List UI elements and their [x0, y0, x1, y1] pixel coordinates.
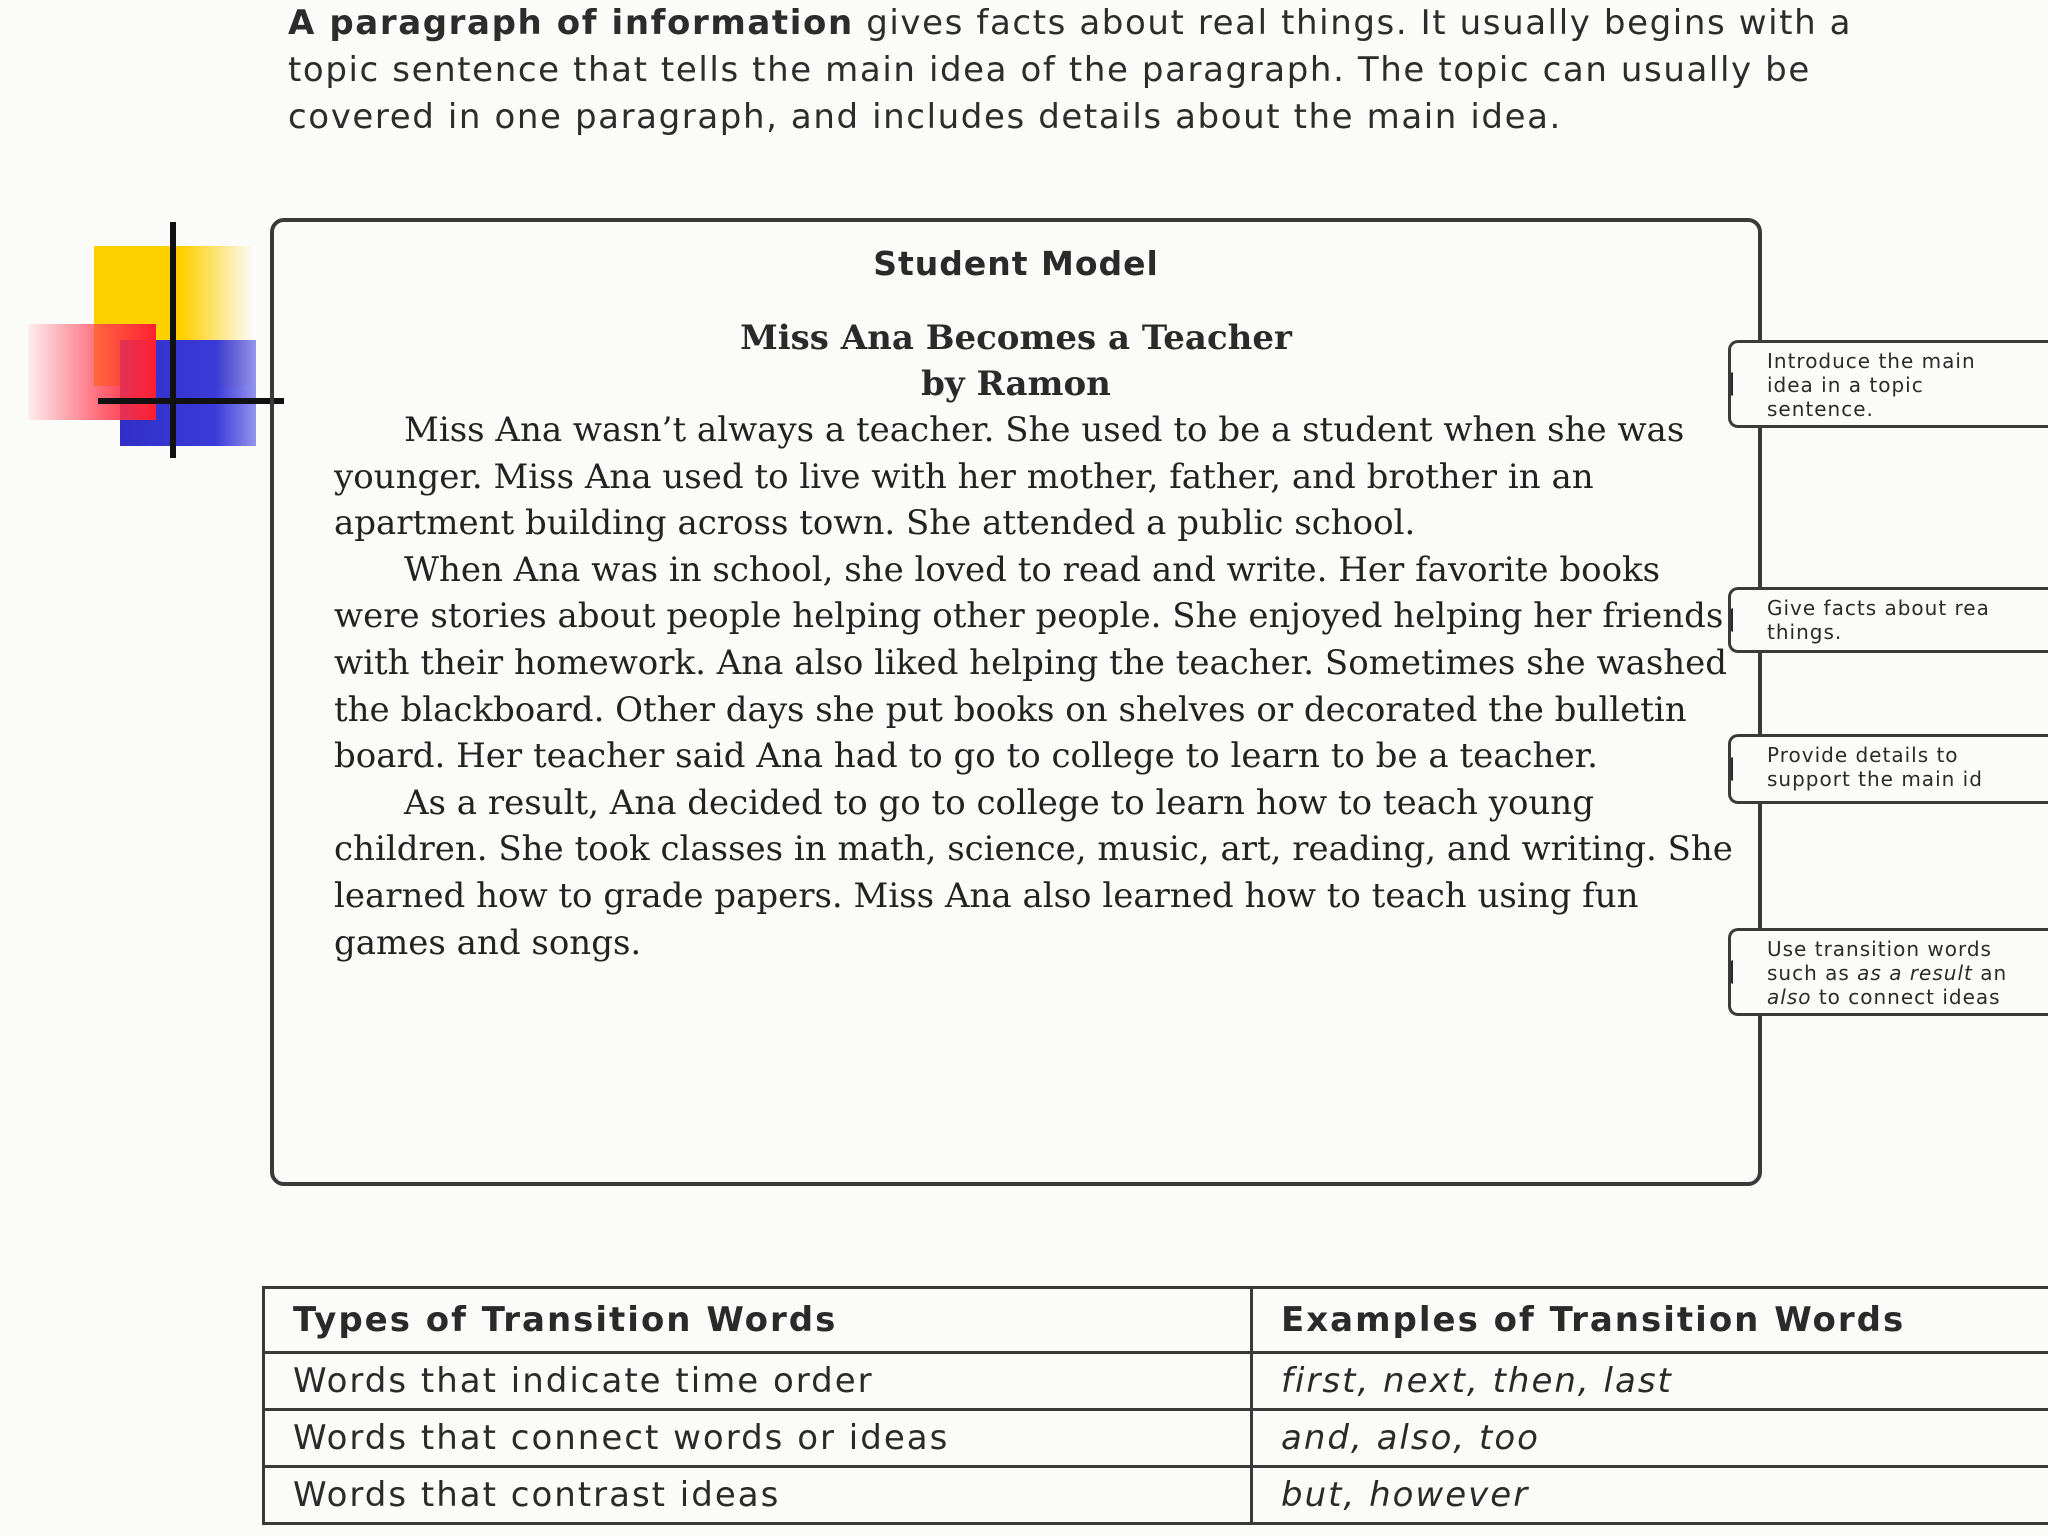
callout-line — [1767, 985, 2048, 1009]
callout-topic-sentence — [1728, 340, 2048, 428]
essay-title: Miss Ana Becomes a Teacher — [740, 318, 1292, 358]
callout-line: Provide details to — [1767, 743, 1959, 767]
callout-line: idea in a topic — [1767, 373, 1924, 397]
table-cell-type: Words that contrast ideas — [264, 1467, 1252, 1524]
table-row — [264, 1467, 2048, 1524]
student-model-heading: Student Model — [873, 244, 1159, 283]
callout-italic-text: also — [1767, 985, 1812, 1009]
callout-details — [1728, 734, 2048, 804]
table-header-row — [264, 1288, 2048, 1353]
callout-line: Give facts about rea — [1767, 596, 1990, 620]
table-cell-type: Words that indicate time order — [264, 1353, 1252, 1410]
callout-text: an — [1972, 961, 2008, 985]
table-cell-type: Words that connect words or ideas — [264, 1410, 1252, 1467]
callout-transitions — [1728, 928, 2048, 1016]
callout-text: to connect ideas — [1811, 985, 2001, 1009]
intro-paragraph — [288, 0, 1928, 141]
callout-line: Use transition words — [1767, 937, 1992, 961]
table-cell-example: and, also, too — [1252, 1410, 2048, 1467]
table-cell-example: but, however — [1252, 1467, 2048, 1524]
callout-line: support the main id — [1767, 767, 1983, 791]
table-header-types: Types of Transition Words — [264, 1288, 1252, 1353]
callout-facts — [1728, 587, 2048, 653]
table-header-examples: Examples of Transition Words — [1252, 1288, 2048, 1353]
callout-italic-text: as a result — [1857, 961, 1973, 985]
callout-line — [1767, 961, 2048, 985]
callout-arrow-icon — [1728, 757, 1733, 781]
table-cell-example: first, next, then, last — [1252, 1353, 2048, 1410]
essay-paragraph-3: As a result, Ana decided to go to college to learn how to teach young children. She took classes in math, science, music, art, reading, and writing. She learned how to grade papers. Miss Ana also learned how to teach using fun games and songs. — [334, 782, 1733, 963]
callout-line: things. — [1767, 620, 1843, 644]
callout-arrow-icon — [1728, 960, 1733, 984]
table-row — [264, 1353, 2048, 1410]
callout-text: such as — [1767, 961, 1858, 985]
logo-horizontal-line — [98, 398, 284, 404]
intro-text: gives facts about real things. It usually begins with a topic sentence that tells the main idea of the paragraph. The topic can usually be covered in one paragraph, and includes details about the main idea. — [288, 3, 1853, 137]
essay-body — [334, 407, 1734, 966]
essay-paragraph-2: When Ana was in school, she loved to read and write. Her favorite books were stories about people helping other people. She enjoyed helping her friends with their homework. Ana also liked helping the teacher. Sometimes she washed the blackboard. Other days she put books on shelves or decorated the bulletin board. Her teacher said Ana had to go to college to learn to be a teacher. — [334, 549, 1728, 777]
table-row — [264, 1410, 2048, 1467]
logo-vertical-line — [170, 222, 176, 458]
essay-paragraph-1: Miss Ana wasn’t always a teacher. She used to be a student when she was younger. Miss Ana used to live with her mother, father, and brother in an apartment building across town. She attended a public school. — [334, 410, 1685, 544]
transition-words-table — [262, 1286, 2048, 1525]
intro-bold-term: A paragraph of information — [288, 3, 854, 43]
student-model-box — [270, 218, 1762, 1186]
callout-arrow-icon — [1728, 372, 1733, 396]
callout-arrow-icon — [1728, 608, 1733, 632]
callout-line: Introduce the main — [1767, 349, 1976, 373]
decorative-logo — [28, 220, 268, 460]
callout-line: sentence. — [1767, 397, 1874, 421]
essay-byline: by Ramon — [921, 364, 1111, 404]
logo-red-square — [28, 324, 156, 420]
